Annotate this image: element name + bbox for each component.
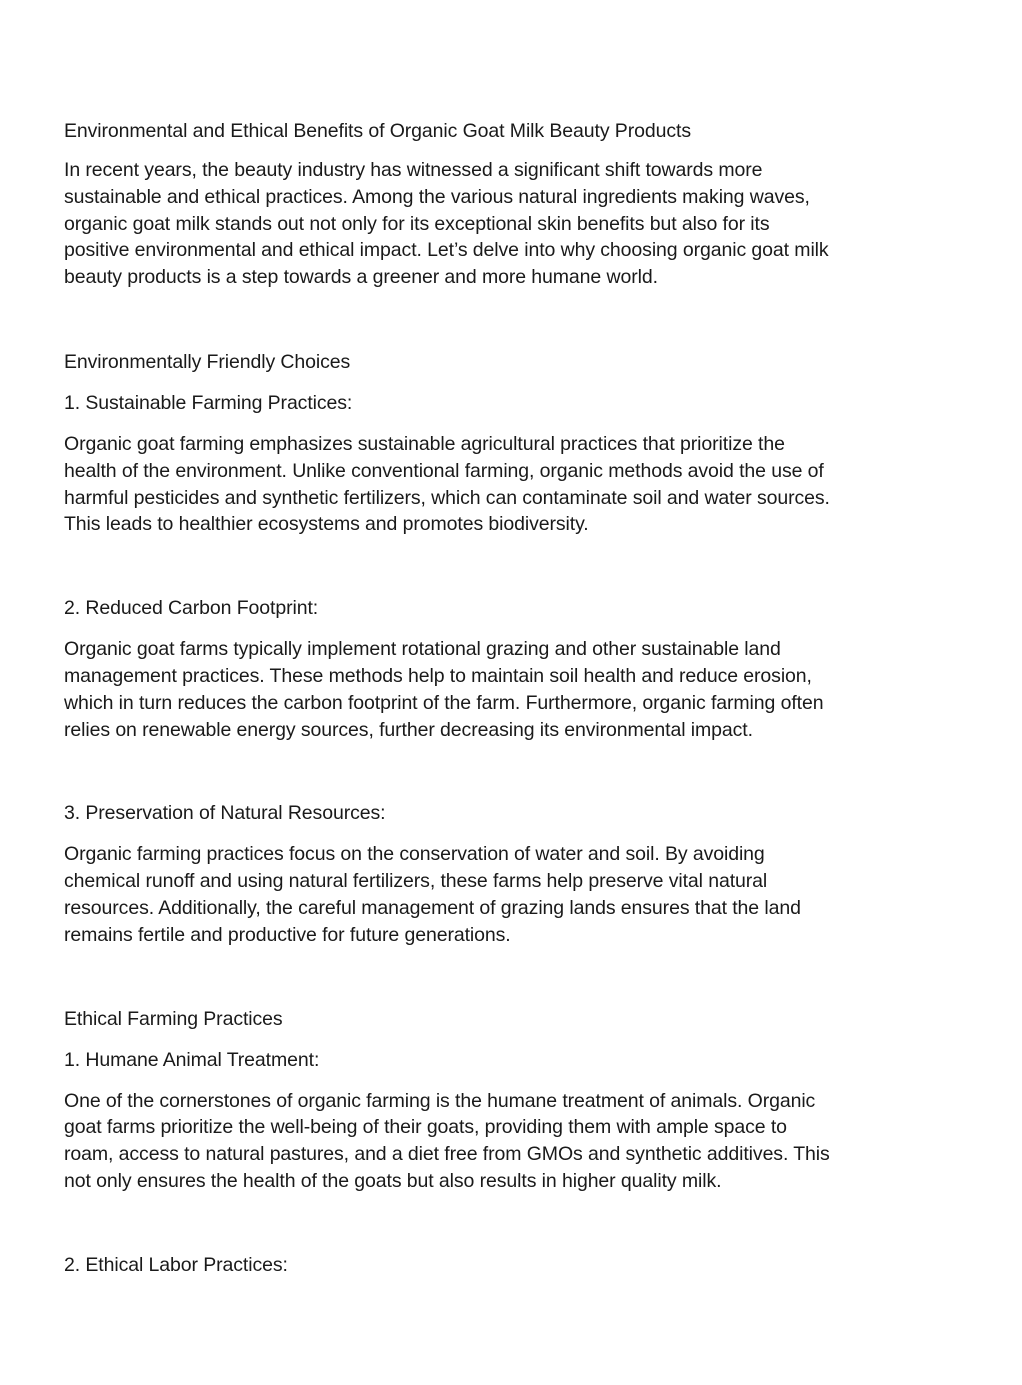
paragraph-carbon-footprint (64, 636, 944, 743)
paragraph-line: Organic farming practices focus on the conservation of water and soil. By avoiding (64, 843, 765, 866)
intro-line: beauty products is a step towards a greener and more humane world. (64, 266, 658, 289)
paragraph-line: This leads to healthier ecosystems and promotes biodiversity. (64, 513, 589, 536)
paragraph-line: resources. Additionally, the careful management of grazing lands ensures that the land (64, 896, 801, 919)
document-title: Environmental and Ethical Benefits of Organic Goat Milk Beauty Products (64, 120, 691, 142)
intro-line: sustainable and ethical practices. Among the various natural ingredients making waves, (64, 185, 810, 208)
intro-paragraph (64, 157, 944, 291)
paragraph-line: health of the environment. Unlike conventional farming, organic methods avoid the use of (64, 459, 824, 482)
section-heading-ethical: Ethical Farming Practices (64, 1007, 283, 1030)
paragraph-line: Organic goat farms typically implement rotational grazing and other sustainable land (64, 638, 781, 661)
paragraph-line: Organic goat farming emphasizes sustainable agricultural practices that prioritize the (64, 432, 785, 455)
paragraph-line: management practices. These methods help to maintain soil health and reduce erosion, (64, 664, 812, 687)
paragraph-line: not only ensures the health of the goats but also results in higher quality milk. (64, 1169, 722, 1192)
paragraph-line: relies on renewable energy sources, further decreasing its environmental impact. (64, 718, 753, 741)
paragraph-sustainable-farming (64, 431, 944, 538)
paragraph-humane-treatment (64, 1088, 944, 1195)
intro-line: In recent years, the beauty industry has witnessed a significant shift towards more (64, 159, 763, 181)
paragraph-line: goat farms prioritize the well-being of their goats, providing them with ample space to (64, 1116, 787, 1139)
paragraph-natural-resources (64, 841, 944, 948)
intro-line: positive environmental and ethical impact. Let’s delve into why choosing organic goat milk (64, 239, 829, 262)
intro-line: organic goat milk stands out not only for its exceptional skin benefits but also for its (64, 212, 770, 235)
paragraph-line: remains fertile and productive for future generations. (64, 923, 511, 946)
paragraph-line: chemical runoff and using natural fertilizers, these farms help preserve vital natural (64, 870, 768, 893)
item-heading-labor-practices: 2. Ethical Labor Practices: (64, 1253, 288, 1276)
paragraph-line: which in turn reduces the carbon footprint of the farm. Furthermore, organic farming often (64, 691, 824, 714)
item-heading-sustainable-farming: 1. Sustainable Farming Practices: (64, 391, 353, 414)
section-heading-environment: Environmentally Friendly Choices (64, 350, 351, 373)
document-page (64, 118, 944, 1278)
paragraph-line: roam, access to natural pastures, and a diet free from GMOs and synthetic additives. This (64, 1143, 830, 1166)
item-heading-carbon-footprint: 2. Reduced Carbon Footprint: (64, 597, 319, 620)
item-heading-humane-treatment: 1. Humane Animal Treatment: (64, 1048, 320, 1071)
paragraph-line: One of the cornerstones of organic farming is the humane treatment of animals. Organic (64, 1089, 816, 1112)
item-heading-natural-resources: 3. Preservation of Natural Resources: (64, 802, 386, 825)
paragraph-line: harmful pesticides and synthetic fertilizers, which can contaminate soil and water sources. (64, 486, 830, 509)
